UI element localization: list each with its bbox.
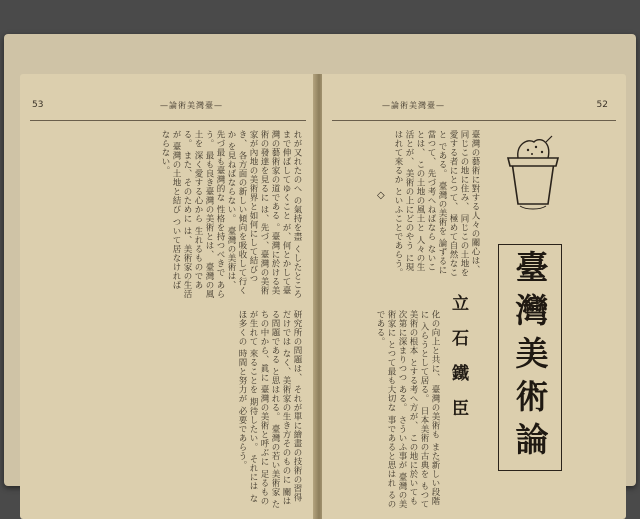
article-title: 臺灣美術論: [510, 250, 550, 465]
left-page: [20, 74, 316, 519]
right-page-number: 52: [596, 100, 608, 110]
right-upper-column: 臺灣の藝術に對する人々の關心は、 同じこの地に住み、 同じこの土地を 愛する者にとつて、 極めて自然なこと である。 臺灣の美術を 論ずるに當つて、 先づ考へねばなら ないことは、 この土地の風土と 人々の生活とが、 美術の上にどのやう に現はれて來るか といふことであらう。: [393, 130, 480, 278]
plant-pot-illustration: [498, 132, 568, 212]
right-running-head: —論術美灣臺—: [382, 101, 445, 110]
diamond-mark: ◇: [377, 190, 385, 201]
left-lower-column: 研究所の問題は、 それが單に繪畫の技術の習得だけでは なく、美術家の生き方そのものに 關はる問題である と思はれる。 臺灣の若い美術家 たちの中から、眞に 臺灣の美術と呼ぶに 足るものが生れて 來ることを 期待したい。 それには なほ多くの 時間と努力が 必要であらう。: [237, 310, 302, 509]
left-header-rule: [30, 120, 306, 121]
article-title-box: [498, 244, 562, 471]
left-page-number: 53: [32, 100, 44, 110]
open-book: [4, 34, 636, 509]
article-author: 立石鐵臣: [448, 294, 468, 434]
left-upper-column: れが又れたのへ の氣持を盡 くしたところまで伸ばしてゆくこと が、何とかして臺灣の藝術家の道である 。臺灣に於ける美術の發達を見るに は、先づ、臺灣の美術家が內地の美術界と如何にして結びつき、 各方面の新しい傾向を吸收して行くか を見ねばならない。 臺灣の美術は、 先づ最も臺灣的な 性格を持つべきで あらう。 最も良き臺灣の美術とは、 臺灣の風土を 深く愛する心から 生れるものである。 また、そのために は、美術家の生活が 臺灣の土地と結び ついて居なければ ならない。: [160, 130, 302, 299]
right-lower-column: 化の向上と共に、 臺灣の美術も また新しい段階に 入らうとして居る。 日本美術の古典を もつて美術の根本 とする考へ方が、 この地に於いても 次第に深まりつつ ある。 さういふ事が 臺灣の美術家に とつて最も大切な 事であると思はれ るのである。: [375, 310, 440, 509]
left-running-head: —論術美灣臺—: [160, 101, 223, 110]
right-header-rule: [332, 120, 616, 121]
right-page: [322, 74, 626, 519]
